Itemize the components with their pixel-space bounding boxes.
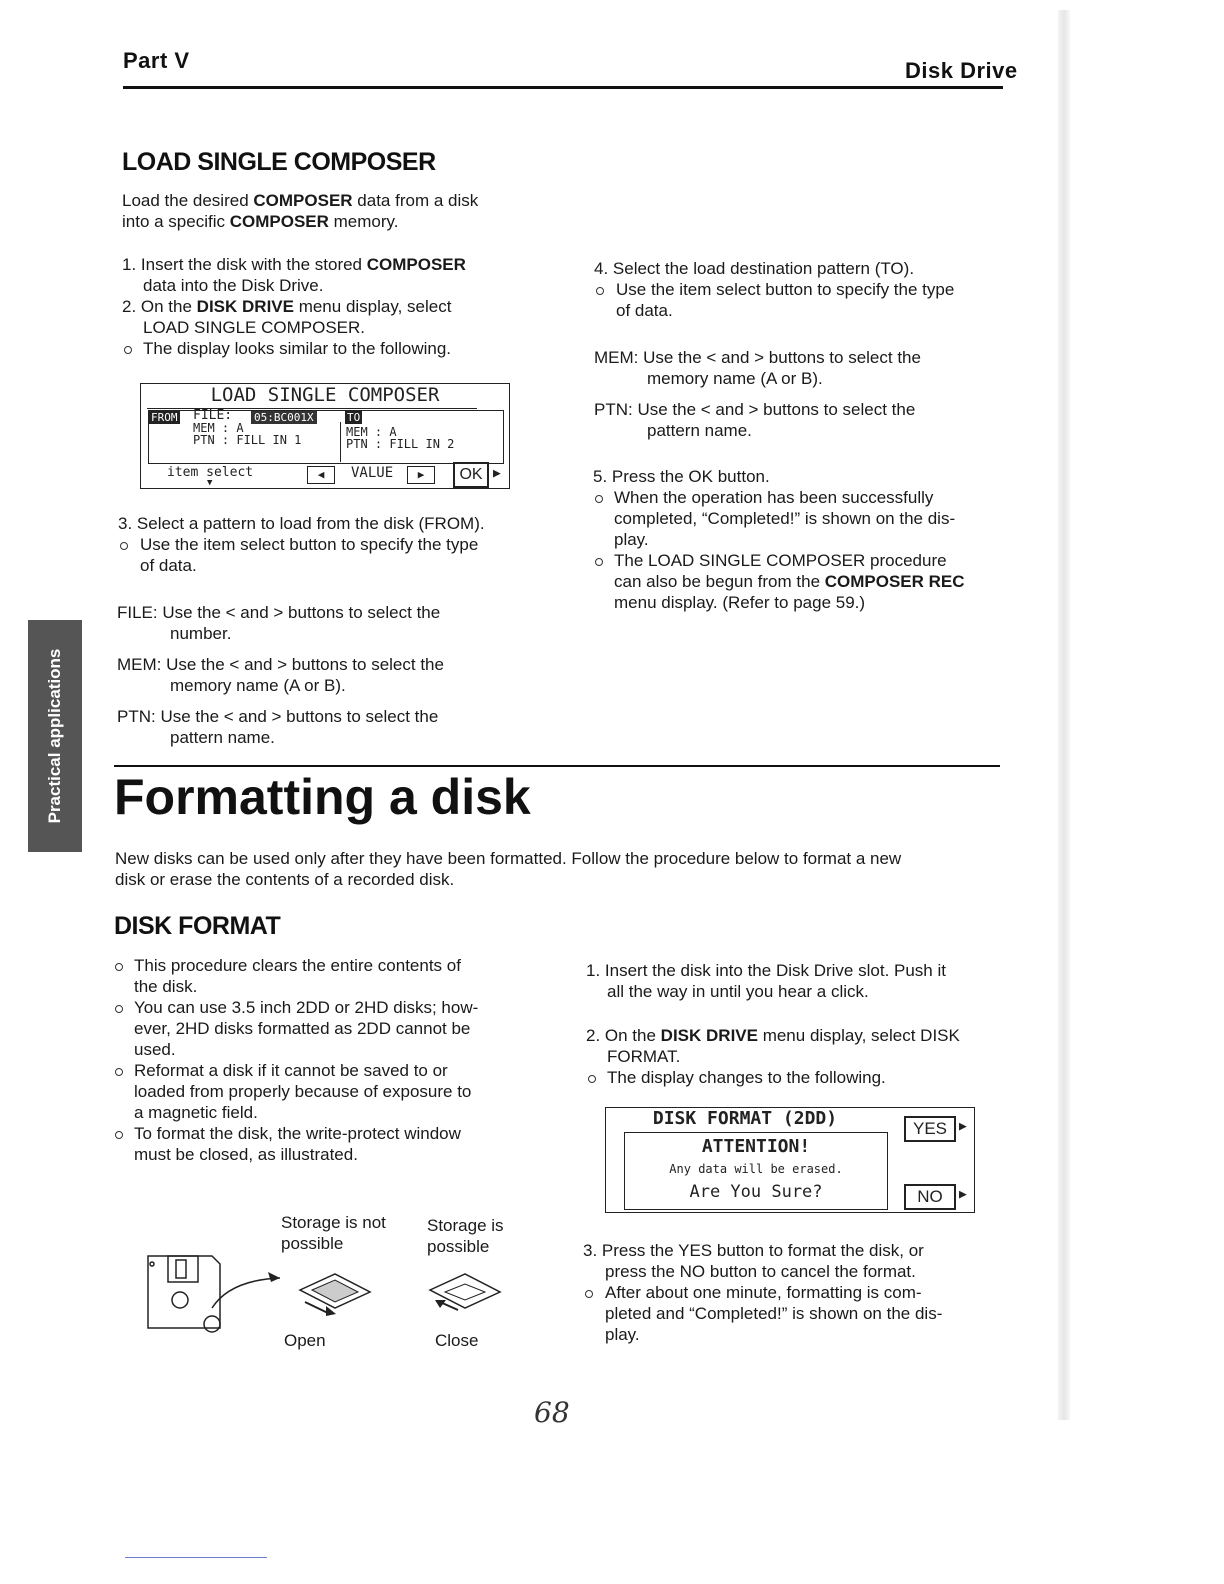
formatting-intro-2: disk or erase the contents of a recorded disk. xyxy=(115,870,455,889)
step5-bullet1-cont2: play. xyxy=(614,530,649,549)
mem2-def-cont: memory name (A or B). xyxy=(647,369,823,388)
load-steps-right xyxy=(594,258,1014,321)
ptn-def-cont: pattern name. xyxy=(170,728,275,747)
step4: 4. Select the load destination pattern (TO). xyxy=(594,259,915,278)
df-step3 xyxy=(583,1240,1003,1345)
lcd-ptn-left: PTN : FILL IN 1 xyxy=(193,433,302,447)
disk-format-heading: DISK FORMAT xyxy=(114,912,281,940)
lcd-no-arrow-icon: ▶ xyxy=(959,1187,967,1202)
df-step2-line1: 2. On the DISK DRIVE menu display, select DISK xyxy=(586,1026,960,1045)
fig-open-label: Open xyxy=(284,1331,326,1350)
lcd-df-title: DISK FORMAT (2DD) xyxy=(652,1108,838,1129)
page-number: 68 xyxy=(534,1396,570,1429)
lcd-ok-arrow-icon: ▶ xyxy=(493,466,501,481)
step5-bullet1: When the operation has been successfully xyxy=(593,487,1013,508)
lcd-to: TO xyxy=(347,411,361,424)
df-step3-line1: 3. Press the YES button to format the disk, or xyxy=(583,1241,924,1260)
ptn-def: PTN: Use the < and > buttons to select the xyxy=(117,707,439,726)
step1: 1. Insert the disk with the stored COMPOSER xyxy=(122,255,466,274)
step1-cont: data into the Disk Drive. xyxy=(143,276,324,295)
load-step5 xyxy=(593,466,1013,613)
df-bullet4: To format the disk, the write-protect window xyxy=(113,1123,533,1144)
lcd-ok-button[interactable]: OK xyxy=(453,462,489,488)
lcd-value-label: VALUE xyxy=(351,465,394,481)
lcd-down-arrow-icon: ▼ xyxy=(207,478,213,488)
df-bullet1: This procedure clears the entire contents of xyxy=(113,955,533,976)
mem-def-cont: memory name (A or B). xyxy=(170,676,346,695)
step5-bullet2-cont2: menu display. (Refer to page 59.) xyxy=(614,593,866,612)
df-bullet2: You can use 3.5 inch 2DD or 2HD disks; how- xyxy=(113,997,533,1018)
lcd-df-erased: Any data will be erased. xyxy=(669,1162,843,1176)
step5-bullet2: The LOAD SINGLE COMPOSER procedure xyxy=(593,550,1013,571)
df-bullet4-cont: must be closed, as illustrated. xyxy=(134,1145,358,1164)
header-section: Disk Drive xyxy=(905,58,1018,83)
lcd-title: LOAD SINGLE COMPOSER xyxy=(210,384,440,406)
side-tab-label: Practical applications xyxy=(45,648,64,824)
step5: 5. Press the OK button. xyxy=(593,467,770,486)
df-step1-line1: 1. Insert the disk into the Disk Drive slot. Push it xyxy=(586,961,946,980)
disk-format-bullets xyxy=(113,955,533,1165)
intro-line-2: into a specific COMPOSER memory. xyxy=(122,212,399,231)
lcd-load-single xyxy=(140,383,510,489)
step4-bullet: Use the item select button to specify the type xyxy=(594,279,1014,300)
df-step3-bullet: After about one minute, formatting is com- xyxy=(583,1282,1003,1303)
lcd-divider xyxy=(340,422,341,462)
lcd-mem-right: MEM : A xyxy=(346,425,397,439)
formatting-heading: Formatting a disk xyxy=(114,769,531,825)
df-step2 xyxy=(586,1025,1006,1088)
lcd-disk-format xyxy=(605,1107,975,1213)
df-step1 xyxy=(586,960,1006,1002)
load-single-heading: LOAD SINGLE COMPOSER xyxy=(122,148,436,176)
ptn2-def: PTN: Use the < and > buttons to select the xyxy=(594,400,916,419)
step5-bullet1-cont1: completed, “Completed!” is shown on the dis- xyxy=(614,509,956,528)
fig-close-label: Close xyxy=(435,1331,479,1350)
page-edge-shadow xyxy=(1058,10,1070,1420)
df-step1-line2: all the way in until you hear a click. xyxy=(607,982,869,1001)
ptn2-def-cont: pattern name. xyxy=(647,421,752,440)
df-bullet2-cont2: used. xyxy=(134,1040,176,1059)
header-rule xyxy=(123,86,1003,89)
lcd-no-button[interactable]: NO xyxy=(904,1184,956,1210)
write-protect-icon xyxy=(204,1316,220,1332)
df-step3-line2: press the NO button to cancel the format. xyxy=(605,1262,916,1281)
df-step2-bullet: The display changes to the following. xyxy=(586,1067,1006,1088)
bottom-mark xyxy=(125,1557,267,1558)
step4-bullet-cont: of data. xyxy=(616,301,673,320)
fig-not-possible: Storage is not possible xyxy=(281,1213,386,1253)
df-step3-bullet-cont2: play. xyxy=(605,1325,640,1344)
df-bullet3-cont1: loaded from properly because of exposure to xyxy=(134,1082,472,1101)
step5-bullet2-cont1: can also be begun from the COMPOSER REC xyxy=(614,572,965,591)
step2-cont: LOAD SINGLE COMPOSER. xyxy=(143,318,365,337)
load-defs-left xyxy=(117,602,537,748)
lcd-yes-button[interactable]: YES xyxy=(904,1116,956,1142)
df-bullet3-cont2: a magnetic field. xyxy=(134,1103,258,1122)
section-rule xyxy=(114,765,1000,767)
step2: 2. On the DISK DRIVE menu display, select xyxy=(122,297,452,316)
step3-bullet: Use the item select button to specify the type xyxy=(118,534,538,555)
lcd-mem-left: MEM : A xyxy=(193,421,244,435)
lcd-item-select[interactable]: item select xyxy=(167,465,254,480)
load-defs-right xyxy=(594,347,1014,441)
mem2-def: MEM: Use the < and > buttons to select the xyxy=(594,348,921,367)
bullet-display: The display looks similar to the following. xyxy=(122,338,534,359)
load-steps-left xyxy=(122,254,534,359)
lcd-yes-arrow-icon: ▶ xyxy=(959,1119,967,1134)
lcd-right-button-icon[interactable]: ▶ xyxy=(407,466,435,484)
lcd-df-sure: Are You Sure? xyxy=(689,1182,823,1202)
step3: 3. Select a pattern to load from the disk (FROM). xyxy=(118,514,485,533)
df-bullet3: Reformat a disk if it cannot be saved to or xyxy=(113,1060,533,1081)
lcd-df-attention: ATTENTION! xyxy=(701,1136,811,1157)
fig-possible: Storage is possible xyxy=(427,1216,504,1256)
df-step3-bullet-cont1: pleted and “Completed!” is shown on the dis- xyxy=(605,1304,943,1323)
load-single-intro xyxy=(122,190,542,232)
lcd-file-value: 05:BC001X xyxy=(251,411,317,424)
df-bullet1-cont: the disk. xyxy=(134,977,198,996)
formatting-intro-1: New disks can be used only after they have been formatted. Follow the procedure below to format a new xyxy=(115,849,902,868)
file-def: FILE: Use the < and > buttons to select the xyxy=(117,603,441,622)
step3-bullet-cont: of data. xyxy=(140,556,197,575)
header-part: Part V xyxy=(123,48,190,73)
mem-def: MEM: Use the < and > buttons to select the xyxy=(117,655,444,674)
lcd-ptn-right: PTN : FILL IN 2 xyxy=(346,437,455,451)
pointer-arrow-icon xyxy=(212,1278,280,1308)
intro-line-1: Load the desired COMPOSER data from a disk xyxy=(122,191,479,210)
side-tab xyxy=(28,620,82,852)
lcd-left-button-icon[interactable]: ◀ xyxy=(307,466,335,484)
floppy-illustration xyxy=(140,1250,520,1340)
lcd-file-label: FILE: xyxy=(193,408,233,423)
df-step2-line2: FORMAT. xyxy=(607,1047,681,1066)
df-bullet2-cont1: ever, 2HD disks formatted as 2DD cannot be xyxy=(134,1019,471,1038)
load-step3 xyxy=(118,513,538,576)
tab-close-icon xyxy=(430,1274,500,1310)
tab-open-icon xyxy=(300,1274,370,1316)
lcd-from: FROM xyxy=(151,411,178,424)
file-def-cont: number. xyxy=(170,624,232,643)
formatting-intro xyxy=(115,848,1015,890)
